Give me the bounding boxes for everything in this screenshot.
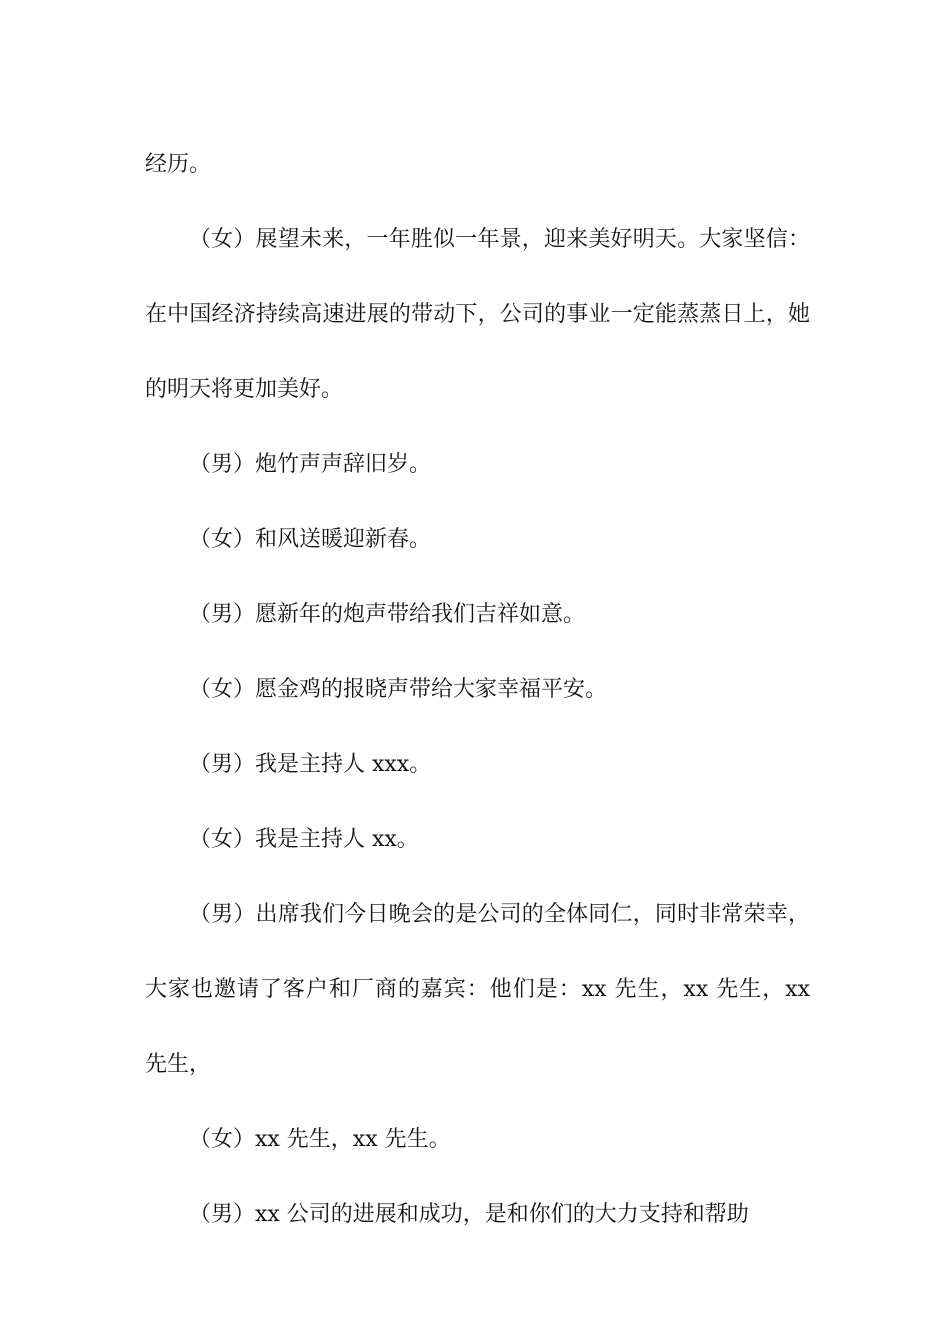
paragraph-7: （男）我是主持人 xxx。 [189, 752, 432, 777]
paragraph-4: （女）和风送暖迎新春。 [189, 527, 432, 552]
paragraph-3: （男）炮竹声声辞旧岁。 [189, 452, 432, 477]
paragraph-10: （女）xx 先生，xx 先生。 [189, 1127, 451, 1152]
paragraph-8: （女）我是主持人 xx。 [189, 827, 419, 852]
paragraph-6: （女）愿金鸡的报晓声带给大家幸福平安。 [189, 677, 608, 702]
document-page [145, 127, 810, 1252]
paragraph-2: （女）展望未来，一年胜似一年景，迎来美好明天。大家坚信：在中国经济持续高速进展的带动下，公司的事业一定能蒸蒸日上，她的明天将更加美好。 [145, 227, 810, 402]
paragraph-9: （男）出席我们今日晚会的是公司的全体同仁，同时非常荣幸，大家也邀请了客户和厂商的嘉宾：他们是：xx 先生，xx 先生，xx 先生， [145, 902, 810, 1077]
paragraph-1: 经历。 [145, 152, 212, 177]
paragraph-5: （男）愿新年的炮声带给我们吉祥如意。 [189, 602, 586, 627]
paragraph-11: （男）xx 公司的进展和成功，是和你们的大力支持和帮助 [189, 1202, 749, 1227]
